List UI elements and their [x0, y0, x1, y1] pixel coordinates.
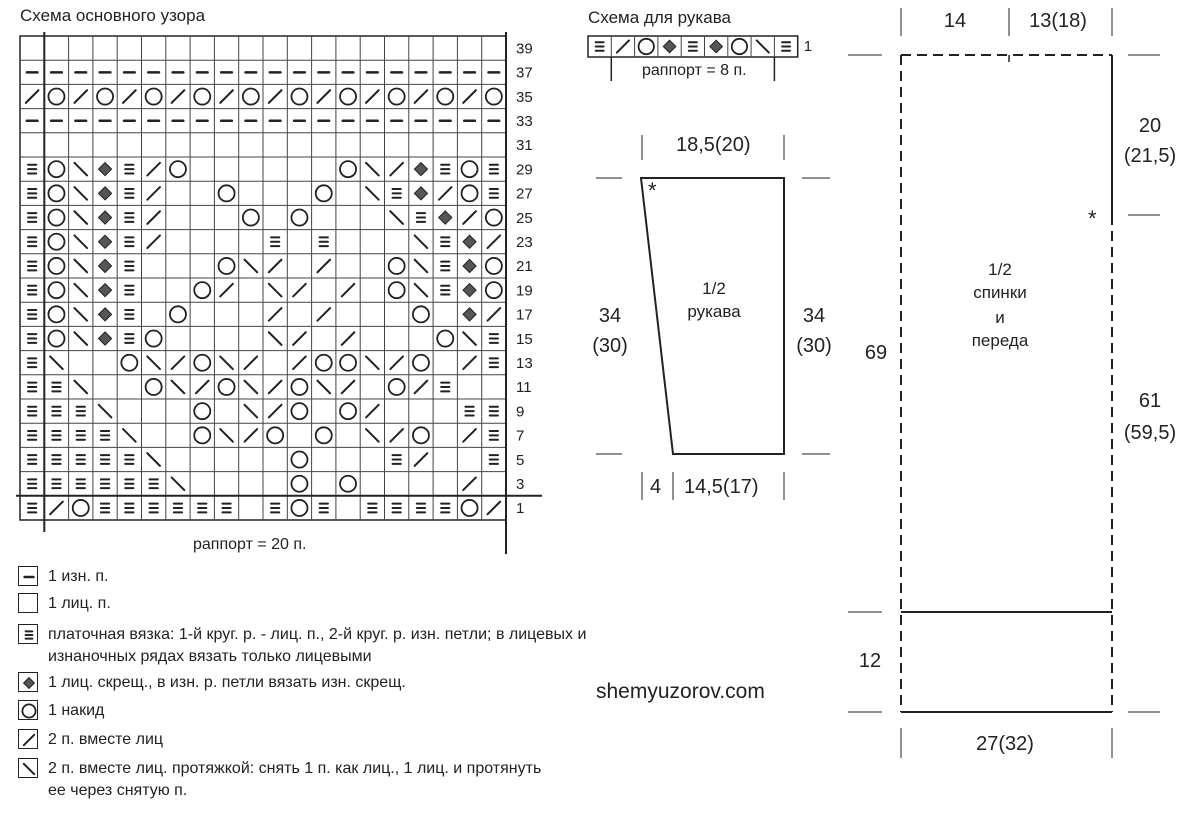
body-bottom-width: 27(32): [976, 733, 1034, 755]
row-number: 11: [516, 379, 532, 397]
row-number: 7: [516, 427, 525, 445]
sleeve-left-height-alt: (30): [592, 335, 628, 357]
website-label: shemyuzorov.com: [596, 680, 765, 703]
k2tog-icon: [24, 735, 34, 745]
sleeve-star: *: [648, 178, 657, 203]
main-repeat-label: раппорт = 20 п.: [193, 536, 307, 553]
row-number: 1: [516, 500, 525, 518]
row-number: 15: [516, 330, 533, 348]
garter-symbol-icon: [26, 631, 33, 638]
sleeve-bottom-inset: 4: [650, 476, 662, 498]
ssk-icon: [24, 764, 34, 774]
sleeve-label-name: рукава: [687, 302, 741, 321]
row-number: 27: [516, 185, 533, 203]
row-number: 39: [516, 40, 533, 58]
row-number: 31: [516, 137, 533, 155]
row-number: 25: [516, 209, 533, 227]
legend-ssk-text: 2 п. вместе лиц. протяжкой: снять 1 п. как лиц., 1 лиц. и протянуть: [48, 760, 542, 777]
sleeve-right-height-alt: (30): [796, 335, 832, 357]
row-number: 33: [516, 113, 533, 131]
body-total-height: 69: [864, 342, 888, 364]
main-chart-title: Схема основного узора: [20, 6, 206, 25]
row-number: 17: [516, 306, 533, 324]
sleeve-left-height: 34: [598, 305, 622, 327]
legend-garter-text: платочная вязка: 1-й круг. р. - лиц. п., 2-й круг. р. изн. петли; в лицевых и: [48, 626, 587, 643]
yarnover-icon: [22, 704, 35, 717]
knit-symbol-icon: [18, 593, 38, 613]
body-top-shoulder: 13(18): [1029, 10, 1087, 32]
sleeve-bottom-width: 14,5(17): [684, 476, 759, 498]
sleeve-repeat-label: раппорт = 8 п.: [642, 62, 747, 79]
row-number: 21: [516, 258, 533, 276]
body-rib-height: 12: [858, 650, 882, 672]
row-number: 23: [516, 234, 533, 252]
row-number: 5: [516, 451, 525, 469]
row-number: 19: [516, 282, 533, 300]
main-pattern-chart: [0, 0, 560, 560]
row-number: 3: [516, 476, 525, 494]
body-star: *: [1088, 206, 1097, 231]
ssk-icon: [18, 758, 38, 778]
body-top-neck: 14: [943, 10, 967, 32]
legend-ssk-text-cont: ее через снятую п.: [48, 782, 188, 799]
row-number: 9: [516, 403, 525, 421]
sleeve-right-height: 34: [802, 305, 826, 327]
body-label-fraction: 1/2: [988, 260, 1012, 279]
legend-k2tog-text: 2 п. вместе лиц: [48, 731, 164, 748]
sleeve-label-fraction: 1/2: [702, 279, 726, 298]
legend-yarnover-text: 1 накид: [48, 702, 105, 719]
twisted-stitch-icon: [18, 672, 38, 692]
row-number: 13: [516, 355, 533, 373]
legend-purl-text: 1 изн. п.: [48, 568, 109, 585]
body-armhole-height-alt: (21,5): [1123, 145, 1177, 167]
body-side-height: 61: [1138, 390, 1162, 412]
legend-knit-text: 1 лиц. п.: [48, 595, 111, 612]
sleeve-row-number: 1: [803, 38, 813, 55]
row-number: 35: [516, 88, 533, 106]
legend-garter-text-cont: изнаночных рядах вязать только лицевыми: [48, 648, 372, 665]
twisted-stitch-icon: [24, 678, 35, 689]
purl-symbol-icon: [18, 566, 38, 586]
body-armhole-height: 20: [1138, 115, 1162, 137]
row-number: 37: [516, 64, 533, 82]
sleeve-chart-title: Схема для рукава: [588, 8, 731, 27]
yarnover-icon: [18, 700, 38, 720]
body-label-front: переда: [971, 331, 1029, 350]
body-label-back: спинки: [973, 283, 1027, 302]
garter-symbol-icon: [18, 624, 38, 644]
sleeve-top-width: 18,5(20): [676, 134, 751, 156]
row-number: 29: [516, 161, 533, 179]
body-label-and: и: [995, 308, 1005, 327]
legend-twisted-text: 1 лиц. скрещ., в изн. р. петли вязать изн. скрещ.: [48, 674, 406, 691]
k2tog-icon: [18, 729, 38, 749]
body-side-height-alt: (59,5): [1123, 422, 1177, 444]
